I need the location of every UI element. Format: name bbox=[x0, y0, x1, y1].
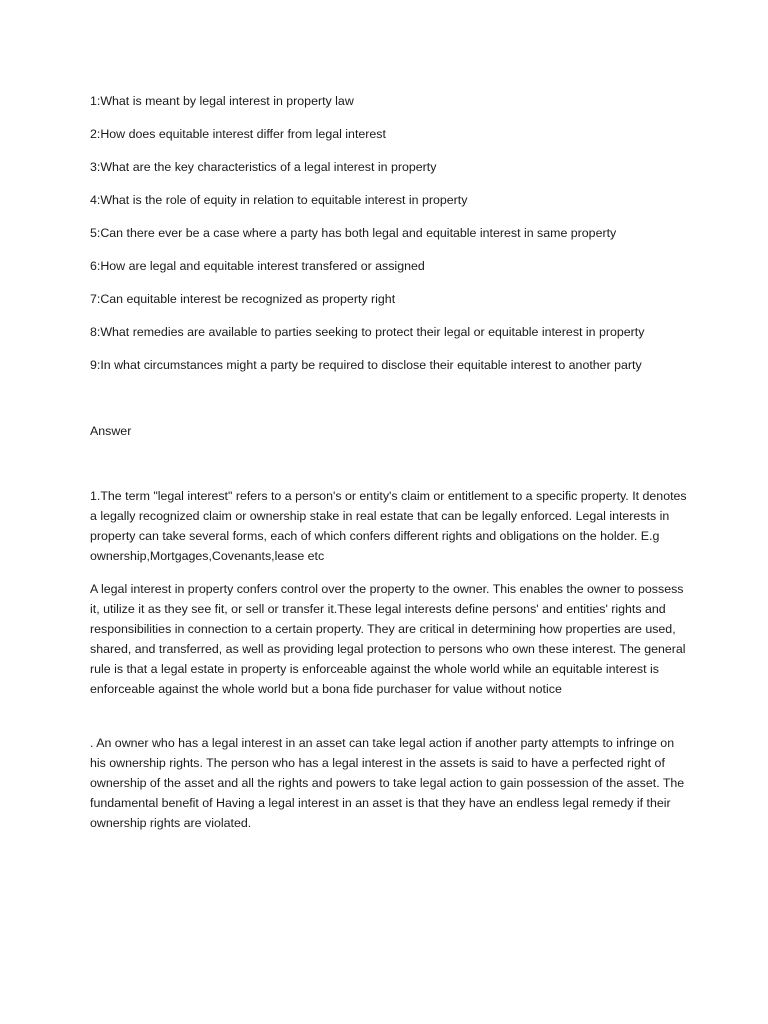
question-item: 2:How does equitable interest differ from legal interest bbox=[90, 127, 386, 141]
question-item: 3:What are the key characteristics of a legal interest in property bbox=[90, 160, 437, 174]
question-list bbox=[90, 93, 710, 390]
question-item: 6:How are legal and equitable interest transfered or assigned bbox=[90, 259, 425, 273]
answer-paragraph: . An owner who has a legal interest in an asset can take legal action if another party attempts to infringe on his ownership rights. The person who has a legal interest in the assets is said to have a perfected right of ownership of the asset and all the rights and powers to take legal action to gain possession of the asset. The fundamental benefit of Having a legal interest in an asset is that they have an endless legal remedy if their ownership rights are violated. bbox=[90, 736, 685, 830]
question-item: 7:Can equitable interest be recognized as property right bbox=[90, 292, 396, 306]
question-item: 9:In what circumstances might a party be required to disclose their equitable interest to another party bbox=[90, 358, 642, 372]
question-item: 5:Can there ever be a case where a party has both legal and equitable interest in same property bbox=[90, 226, 617, 240]
answer-paragraph: A legal interest in property confers control over the property to the owner. This enables the owner to possess it, utilize it as they see fit, or sell or transfer it.These legal interests define persons' and entities' rights and responsibilities in connection to a certain property. They are critical in determining how properties are used, shared, and transferred, as well as providing legal protection to persons who own these interest. The general rule is that a legal estate in property is enforceable against the whole world while an equitable interest is enforceable against the whole world but a bona fide purchaser for value without notice bbox=[90, 582, 686, 696]
question-item: 1:What is meant by legal interest in property law bbox=[90, 94, 354, 108]
question-item: 8:What remedies are available to parties seeking to protect their legal or equitable interest in property bbox=[90, 325, 645, 339]
answer-heading: Answer bbox=[90, 424, 132, 438]
question-item: 4:What is the role of equity in relation to equitable interest in property bbox=[90, 193, 468, 207]
answer-paragraph: 1.The term "legal interest" refers to a person's or entity's claim or entitlement to a specific property. It denotes a legally recognized claim or ownership stake in real estate that can be legally enforced. Legal interests in property can take several forms, each of which confers different rights and obligations on the holder. E.g ownership,Mortgages,Covenants,lease etc bbox=[90, 489, 687, 563]
